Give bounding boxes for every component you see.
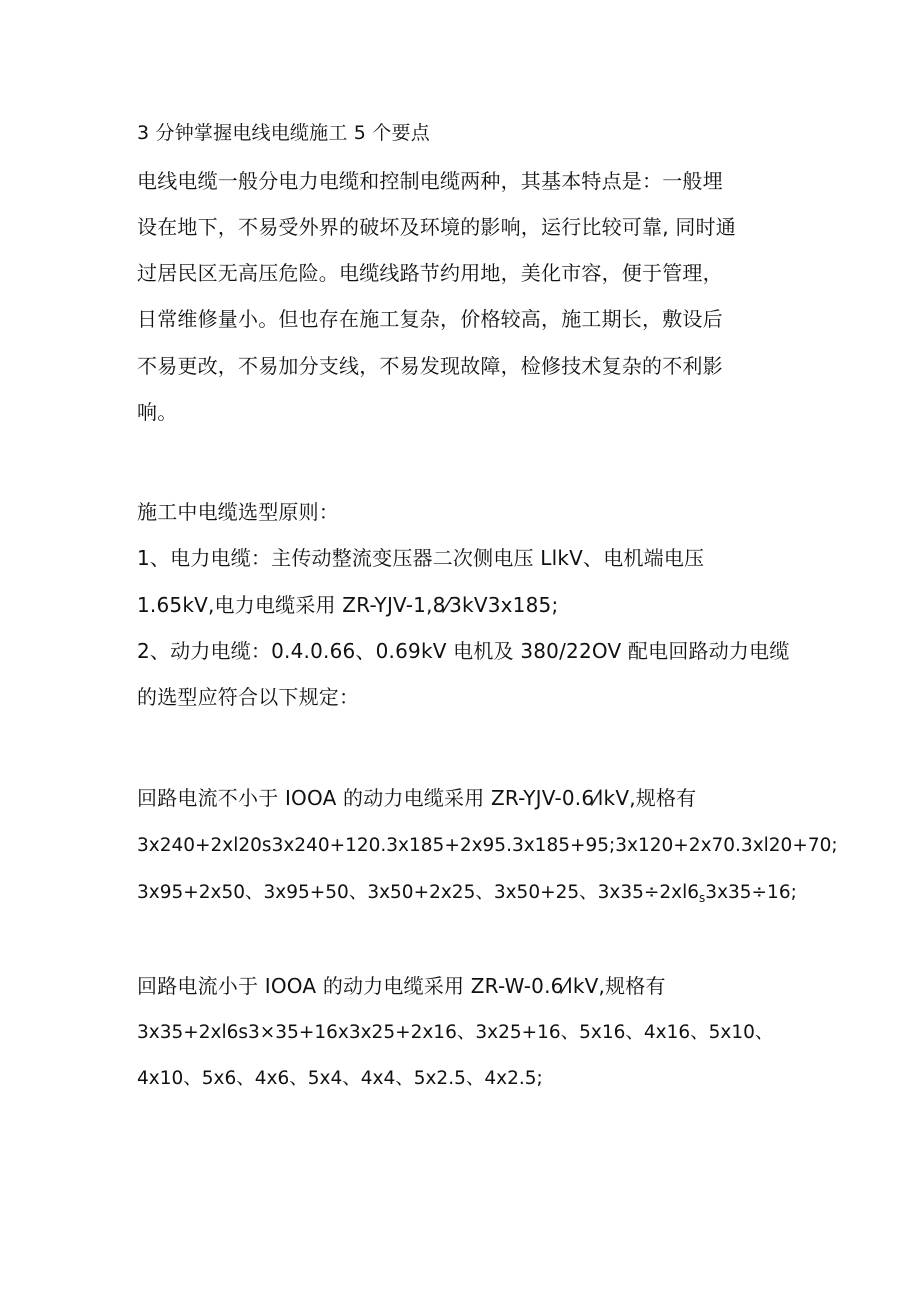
rule-a-heading: 回路电流不小于 IOOA 的动力电缆采用 ZR-YJV-0.6⁄lkV,规格有: [137, 786, 697, 810]
rule-b-heading: 回路电流小于 IOOA 的动力电缆采用 ZR-W-0.6⁄lkV,规格有: [137, 974, 666, 998]
document-title: 3 分钟掌握电线电缆施工 5 个要点: [137, 122, 430, 144]
intro-line-5: 不易更改，不易加分支线，不易发现故障，检修技术复杂的不利影: [137, 354, 723, 378]
item2-line-1: 2、动力电缆：0.4.0.66、0.69kV 电机及 380/22OV 配电回路动力电缆: [137, 639, 790, 663]
intro-line-6: 响。: [137, 400, 178, 424]
item1-line-2: 1.65kV,电力电缆采用 ZR-YJV-1,8⁄3kV3x185;: [137, 593, 559, 617]
rule-a-spec-subscript: s: [699, 891, 706, 905]
item2-line-2: 的选型应符合以下规定：: [137, 685, 360, 709]
intro-line-1: 电线电缆一般分电力电缆和控制电缆两种，其基本特点是：一般埋: [137, 169, 723, 193]
rule-a-spec-line-2: [137, 880, 797, 911]
selection-heading: 施工中电缆选型原则：: [137, 500, 339, 524]
rule-b-spec-line-1: 3x35+2xl6s3×35+16x3x25+2x16、3x25+16、5x16、4x16、5x10、: [137, 1022, 774, 1043]
item1-line-1: 1、电力电缆：主传动整流变压器二次侧电压 LlkV、电机端电压: [137, 546, 705, 570]
intro-line-3: 过居民区无高压危险。电缆线路节约用地，美化市容，便于管理，: [137, 261, 723, 285]
rule-a-spec-line-1: 3x240+2xl20s3x240+120.3x185+2x95.3x185+95;3x120+2x70.3xl20+70;: [137, 835, 838, 856]
intro-line-4: 日常维修量小。但也存在施工复杂，价格较高，施工期长，敷设后: [137, 307, 723, 331]
rule-a-spec-line-2-part-a: 3x95+2x50、3x95+50、3x50+2x25、3x50+25、3x35÷2xl6: [137, 882, 700, 903]
rule-b-spec-line-2: 4x10、5x6、4x6、5x4、4x4、5x2.5、4x2.5;: [137, 1068, 543, 1089]
intro-line-2: 设在地下，不易受外界的破坏及环境的影响，运行比较可靠, 同时通: [137, 215, 736, 239]
rule-a-spec-line-2-part-b: 3x35÷16;: [705, 882, 797, 903]
